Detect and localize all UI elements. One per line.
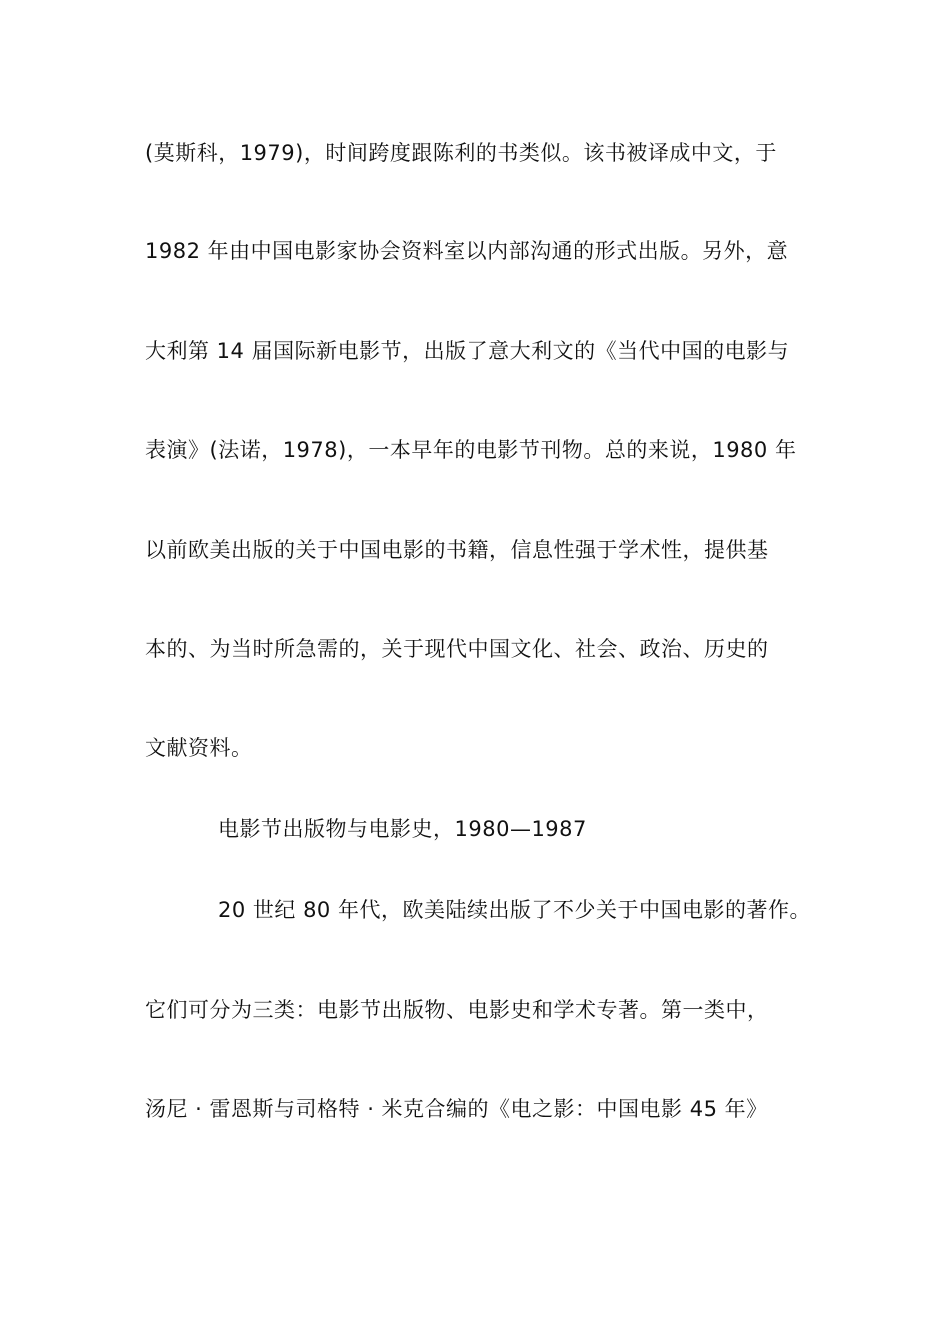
paragraph-line-3: 大利第 14 届国际新电影节，出版了意大利文的《当代中国的电影与 bbox=[145, 339, 790, 363]
paragraph-line-10: 汤尼 · 雷恩斯与司格特 · 米克合编的《电之影：中国电影 45 年》 bbox=[145, 1097, 768, 1121]
paragraph-line-4: 表演》(法诺，1978)，一本早年的电影节刊物。总的来说，1980 年 bbox=[145, 438, 797, 462]
paragraph-line-8: 20 世纪 80 年代，欧美陆续出版了不少关于中国电影的著作。 bbox=[218, 898, 811, 922]
paragraph-line-2: 1982 年由中国电影家协会资料室以内部沟通的形式出版。另外，意 bbox=[145, 239, 789, 263]
paragraph-line-6: 本的、为当时所急需的，关于现代中国文化、社会、政治、历史的 bbox=[145, 637, 769, 661]
paragraph-line-7: 文献资料。 bbox=[145, 736, 253, 760]
paragraph-line-5: 以前欧美出版的关于中国电影的书籍，信息性强于学术性，提供基 bbox=[145, 538, 769, 562]
paragraph-line-9: 它们可分为三类：电影节出版物、电影史和学术专著。第一类中， bbox=[145, 998, 769, 1022]
section-heading: 电影节出版物与电影史，1980—1987 bbox=[218, 817, 587, 841]
paragraph-line-1: (莫斯科，1979)，时间跨度跟陈利的书类似。该书被译成中文，于 bbox=[145, 141, 777, 165]
